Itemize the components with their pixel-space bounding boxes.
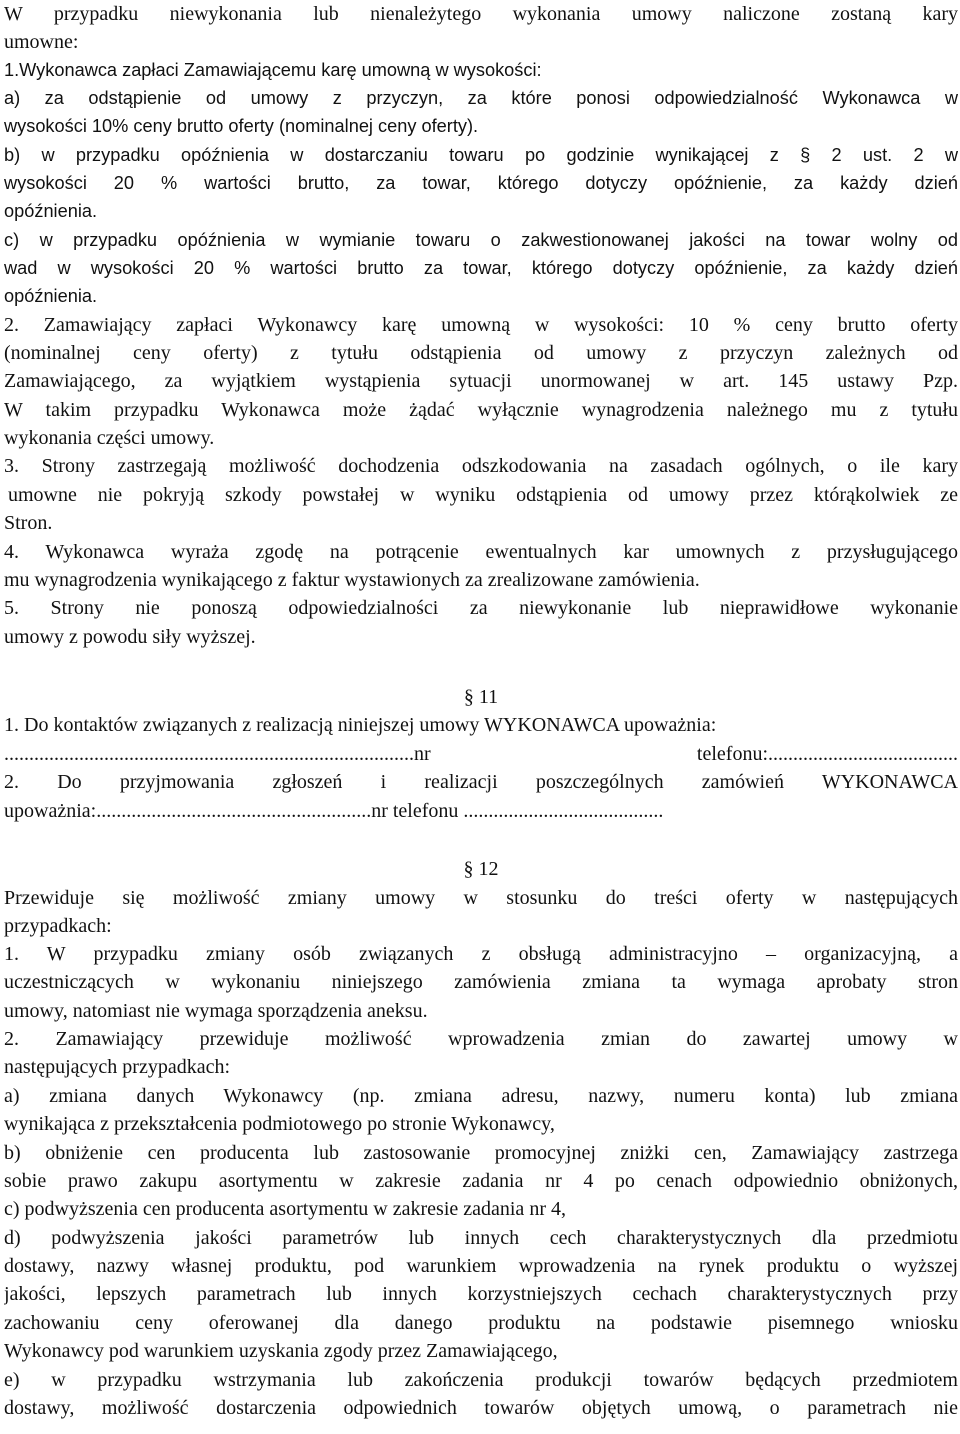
text-line: 4. Wykonawca wyraża zgodę na potrącenie ewentualnych kar umownych z przysługującego bbox=[4, 541, 958, 563]
text-line: wynikająca z przekształcenia podmiotowego po stronie Wykonawcy, bbox=[4, 1113, 555, 1135]
text-line: b) w przypadku opóźnienia w dostarczaniu towaru po godzinie wynikającej z § 2 ust. 2 w bbox=[4, 145, 958, 165]
text-line: jakości, lepszych parametrach lub innych korzystniejszych cechach charakterystycznych przy bbox=[4, 1283, 958, 1305]
text-line: przypadkach: bbox=[4, 915, 112, 937]
text-line: umowy, natomiast nie wymaga sporządzenia aneksu. bbox=[4, 1000, 428, 1022]
text-line: umowy z powodu siły wyższej. bbox=[4, 626, 256, 648]
text-line: 1. Do kontaktów związanych z realizacją niniejszej umowy WYKONAWCA upoważnia: bbox=[4, 714, 717, 736]
text-line: ..................................................................................nr telefonu:...................................... bbox=[4, 743, 958, 765]
text-line: Wykonawcy pod warunkiem uzyskania zgody przez Zamawiającego, bbox=[4, 1340, 558, 1362]
text-line: a) zmiana danych Wykonawcy (np. zmiana adresu, nazwy, numeru konta) lub zmiana bbox=[4, 1085, 958, 1107]
text-line: 1.Wykonawca zapłaci Zamawiającemu karę umowną w wysokości: bbox=[4, 60, 542, 80]
text-line: wysokości 10% ceny brutto oferty (nominalnej ceny oferty). bbox=[4, 116, 479, 136]
text-line: Stron. bbox=[4, 512, 53, 534]
text-line: c) w przypadku opóźnienia w wymianie towaru o zakwestionowanej jakości na towar wolny od bbox=[4, 230, 958, 250]
section-heading: § 12 bbox=[463, 858, 499, 880]
text-line: e) w przypadku wstrzymania lub zakończenia produkcji towarów będących przedmiotem bbox=[4, 1369, 958, 1391]
text-line: d) podwyższenia jakości parametrów lub innych cech charakterystycznych dla przedmiotu bbox=[4, 1227, 958, 1249]
text-line: Zamawiającego, za wyjątkiem wystąpienia sytuacji unormowanej w art. 145 ustawy Pzp. bbox=[4, 370, 958, 392]
text-line: następujących przypadkach: bbox=[4, 1056, 231, 1078]
text-line: (nominalnej ceny oferty) z tytułu odstąpienia od umowy z przyczyn zależnych od bbox=[4, 342, 958, 364]
text-line: b) obniżenie cen producenta lub zastosowanie promocyjnej zniżki cen, Zamawiający zastrzega bbox=[4, 1142, 958, 1164]
text-line: mu wynagrodzenia wynikającego z faktur wystawionych za zrealizowane zamówienia. bbox=[4, 569, 700, 591]
text-line: W takim przypadku Wykonawca może żądać wyłącznie wynagrodzenia należnego mu z tytułu bbox=[4, 399, 958, 421]
text-line: opóźnienia. bbox=[4, 286, 98, 306]
text-line: umowne: bbox=[4, 31, 79, 53]
text-line: umowne nie pokryją szkody powstałej w wyniku odstąpienia od umowy przez którąkolwiek ze bbox=[8, 484, 958, 506]
text-line: a) za odstąpienie od umowy z przyczyn, za które ponosi odpowiedzialność Wykonawca w bbox=[4, 88, 958, 108]
text-line: 2. Zamawiający przewiduje możliwość wprowadzenia zmian do zawartej umowy w bbox=[4, 1028, 958, 1050]
text-line: 2. Zamawiający zapłaci Wykonawcy karę umowną w wysokości: 10 % ceny brutto oferty bbox=[4, 314, 958, 336]
text-line: dostawy, nazwy własnej produktu, pod warunkiem wprowadzenia na rynek produktu o wyższej bbox=[4, 1255, 958, 1277]
text-line: zachowaniu ceny oferowanej dla danego produktu na podstawie pisemnego wniosku bbox=[4, 1312, 958, 1334]
text-line: 1. W przypadku zmiany osób związanych z obsługą administracyjno – organizacyjną, a bbox=[4, 943, 958, 965]
text-line: sobie prawo zakupu asortymentu w zakresie zadania nr 4 po cenach odpowiednio obniżonych, bbox=[4, 1170, 958, 1192]
text-line: 3. Strony zastrzegają możliwość dochodzenia odszkodowania na zasadach ogólnych, o ile kary bbox=[4, 455, 958, 477]
text-line: wysokości 20 % wartości brutto, za towar, którego dotyczy opóźnienie, za każdy dzień bbox=[4, 173, 958, 193]
text-line: wad w wysokości 20 % wartości brutto za towar, którego dotyczy opóźnienie, za każdy dzień bbox=[4, 258, 958, 278]
text-line: 2. Do przyjmowania zgłoszeń i realizacji poszczególnych zamówień WYKONAWCA bbox=[4, 771, 958, 793]
text-line: Przewiduje się możliwość zmiany umowy w stosunku do treści oferty w następujących bbox=[4, 887, 958, 909]
text-line: upoważnia:.......................................................nr telefonu ........................................ bbox=[4, 800, 664, 822]
text-line: opóźnienia. bbox=[4, 201, 98, 221]
text-line: c) podwyższenia cen producenta asortymentu w zakresie zadania nr 4, bbox=[4, 1198, 566, 1220]
text-line: wykonania części umowy. bbox=[4, 427, 215, 449]
text-line: dostawy, możliwość dostarczenia odpowiednich towarów objętych umową, o parametrach nie bbox=[4, 1397, 958, 1419]
text-line: 5. Strony nie ponoszą odpowiedzialności za niewykonanie lub nieprawidłowe wykonanie bbox=[4, 597, 958, 619]
text-line: W przypadku niewykonania lub nienależytego wykonania umowy naliczone zostaną kary bbox=[4, 3, 958, 25]
text-line: uczestniczących w wykonaniu niniejszego zamówienia zmiana ta wymaga aprobaty stron bbox=[4, 971, 958, 993]
section-heading: § 11 bbox=[463, 686, 499, 708]
